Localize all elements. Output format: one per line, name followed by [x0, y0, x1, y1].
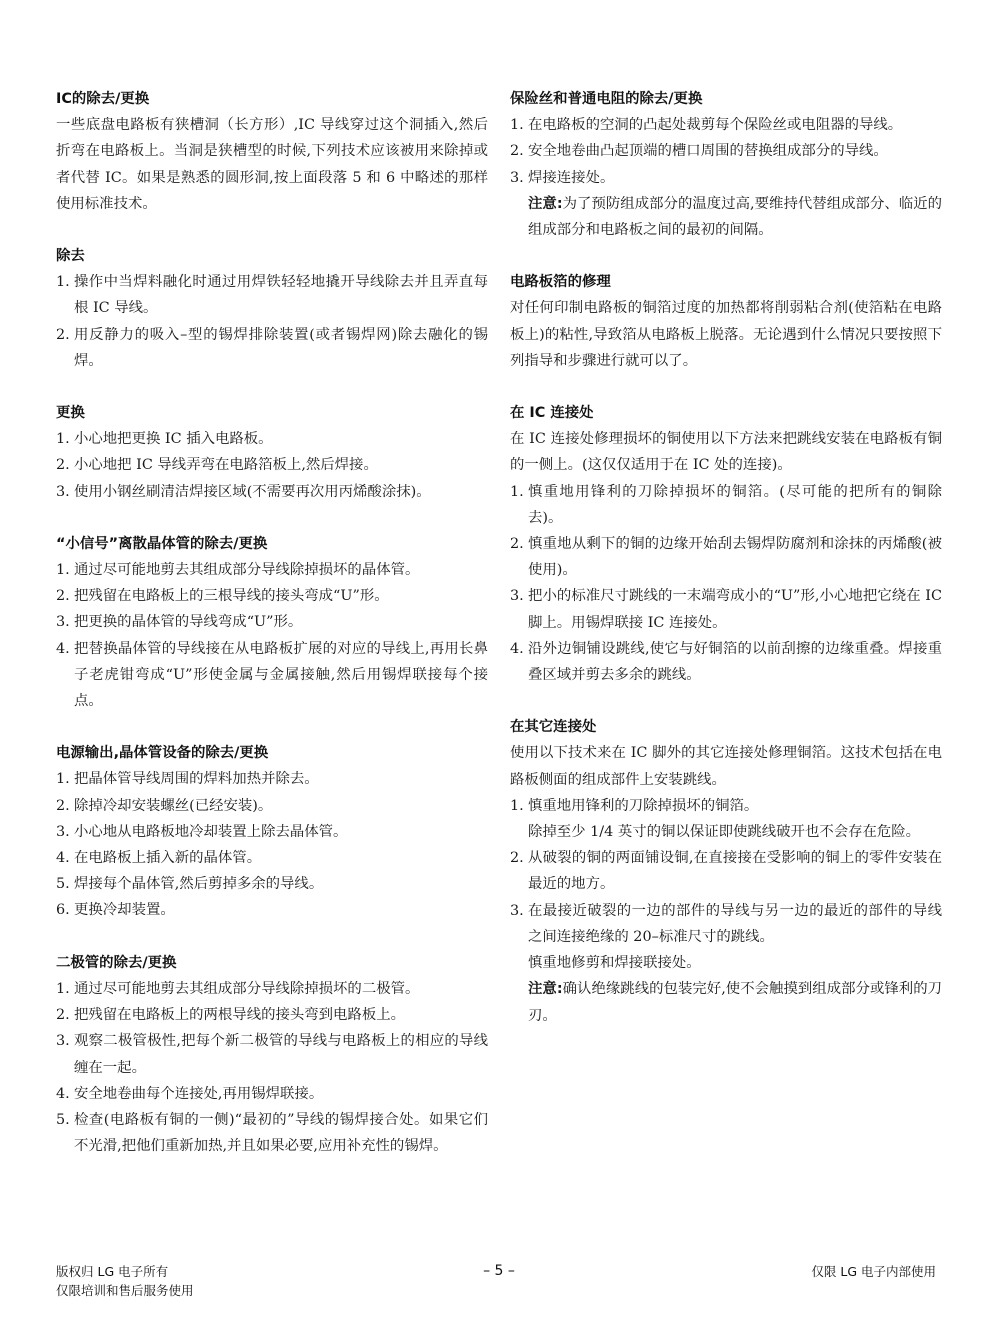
- item-number: 4.: [56, 640, 70, 657]
- item-number: 1.: [56, 431, 70, 448]
- item-text: 使用小钢丝刷清洁焊接区域(不需要再次用丙烯酸涂抹)。: [74, 483, 431, 500]
- list-item: [56, 557, 488, 583]
- note: [510, 976, 942, 1028]
- list-item: [56, 871, 488, 897]
- item-text: 操作中当焊料融化时通过用焊铁轻轻地撬开导线除去并且弄直每根 IC 导线。: [74, 274, 488, 317]
- item-number: 2.: [56, 326, 70, 343]
- item-number: 3.: [56, 483, 70, 500]
- item-number: 4.: [56, 1085, 70, 1102]
- list-item: [56, 1002, 488, 1028]
- list-item: [56, 1028, 488, 1080]
- item-text: 在电路板的空洞的凸起处裁剪每个保险丝或电阻器的导线。: [528, 117, 903, 134]
- item-text: 小心地把 IC 导线弄弯在电路箔板上,然后焊接。: [74, 457, 378, 474]
- list-item: [56, 1081, 488, 1107]
- section-ic-connection: [510, 400, 942, 688]
- item-text: 沿外边铜铺设跳线,使它与好铜箔的以前刮擦的边缘重叠。焊接重叠区域并剪去多余的跳线。: [528, 640, 942, 684]
- list-item: [56, 609, 488, 635]
- item-number: 3.: [56, 823, 70, 840]
- section-heading: 除去: [56, 248, 85, 265]
- list-item: [56, 269, 488, 321]
- list-item: [510, 636, 942, 688]
- item-number: 3.: [56, 1033, 70, 1050]
- section-heading: 在 IC 连接处: [510, 405, 594, 422]
- item-text: 用反静力的吸入–型的锡焊排除装置(或者锡焊网)除去融化的锡焊。: [74, 326, 488, 369]
- list-item: [510, 531, 942, 583]
- item-number: 2.: [510, 143, 524, 160]
- note-label: 注意:: [528, 195, 563, 212]
- note: [510, 191, 942, 243]
- item-text: 安全地卷曲凸起顶端的槽口周围的替换组成部分的导线。: [528, 143, 888, 160]
- item-number: 2.: [56, 797, 70, 814]
- item-text: 慎重地从剩下的铜的边缘开始刮去锡焊防腐剂和涂抹的丙烯酸(被使用)。: [528, 536, 942, 579]
- list-item: [510, 479, 942, 531]
- note-label: 注意:: [528, 981, 563, 998]
- step-list: [56, 976, 488, 1159]
- section-heading: 电源输出,晶体管设备的除去/更换: [56, 745, 269, 762]
- item-text: 把替换晶体管的导线接在从电路板扩展的对应的导线上,再用长鼻子老虎钳弯成“U”形使金属与金属接触,然后用锡焊联接每个接点。: [74, 640, 488, 710]
- list-item: [56, 426, 488, 452]
- list-item: [56, 793, 488, 819]
- list-item: [510, 793, 942, 819]
- section-paragraph: 对任何印制电路板的铜箔过度的加热都将削弱粘合剂(使箔粘在电路板上)的粘性,导致箔从电路板上脱落。无论遇到什么情况只要按照下列指导和步骤进行就可以了。: [510, 300, 942, 369]
- list-item: [56, 819, 488, 845]
- step-list: [56, 766, 488, 923]
- item-number: 2.: [56, 1007, 70, 1024]
- right-column: [510, 86, 942, 1055]
- item-text: 慎重地用锋利的刀除掉损坏的铜箔。(尽可能的把所有的铜除去)。: [528, 483, 942, 526]
- item-text: 把更换的晶体管的导线弯成“U”形。: [74, 614, 303, 631]
- item-subtext: 慎重地修剪和焊接联接处。: [528, 955, 701, 972]
- item-text: 检查(电路板有铜的一侧)“最初的”导线的锡焊接合处。如果它们不光滑,把他们重新加热,并且如果必要,应用补充性的锡焊。: [74, 1111, 488, 1155]
- left-column: [56, 86, 488, 1185]
- step-list: [510, 112, 942, 243]
- item-text: 从破裂的铜的两面铺设铜,在直接接在受影响的铜上的零件安装在最近的地方。: [528, 850, 942, 893]
- item-text: 焊接连接处。: [528, 169, 615, 186]
- section-heading: 在其它连接处: [510, 719, 597, 736]
- step-list: [510, 793, 942, 1029]
- list-item: [56, 636, 488, 715]
- item-text: 安全地卷曲每个连接处,再用锡焊联接。: [74, 1085, 324, 1102]
- section-foil-repair: [510, 269, 942, 374]
- item-number: 1.: [510, 483, 524, 500]
- step-list: [56, 269, 488, 374]
- section-diode: [56, 950, 488, 1160]
- list-item: [510, 112, 942, 138]
- item-text: 慎重地用锋利的刀除掉损坏的铜箔。: [528, 797, 759, 814]
- item-number: 3.: [510, 588, 524, 605]
- item-number: 1.: [510, 117, 524, 134]
- list-item: [510, 845, 942, 897]
- item-number: 3.: [56, 614, 70, 631]
- footer-copyright: 版权归 LG 电子所有: [56, 1264, 169, 1279]
- item-number: 4.: [510, 640, 524, 657]
- item-text: 把小的标准尺寸跳线的一末端弯成小的“U”形,小心地把它绕在 IC 脚上。用锡焊联接 IC 连接处。: [528, 588, 942, 631]
- item-number: 5.: [56, 876, 70, 893]
- step-list: [56, 557, 488, 714]
- list-item: [56, 452, 488, 478]
- section-paragraph: 一些底盘电路板有狭槽洞（长方形）,IC 导线穿过这个洞插入,然后折弯在电路板上。当洞是狭槽型的时候,下列技术应该被用来除掉或者代替 IC。如果是熟悉的圆形洞,按上面段落 5 和 6 中略述的那样使用标准技术。: [56, 117, 488, 212]
- section-paragraph: 在 IC 连接处修理损坏的铜使用以下方法来把跳线安装在电路板有铜的一侧上。(这仅仅适用于在 IC 处的连接)。: [510, 431, 942, 474]
- item-number: 4.: [56, 850, 70, 867]
- section-other-connection: [510, 714, 942, 1028]
- list-item: [56, 897, 488, 923]
- list-item: [510, 898, 942, 950]
- section-ic-replace: [56, 86, 488, 217]
- page-number: – 5 –: [483, 1263, 515, 1279]
- section-heading: 更换: [56, 405, 85, 422]
- list-item: [510, 583, 942, 635]
- list-item: [510, 165, 942, 191]
- list-item: [56, 845, 488, 871]
- list-item: [56, 976, 488, 1002]
- item-text: 更换冷却装置。: [74, 902, 175, 919]
- section-replacement: [56, 400, 488, 505]
- item-text: 除掉冷却安装螺丝(已经安装)。: [74, 797, 273, 814]
- list-item: [56, 479, 488, 505]
- item-number: 3.: [510, 169, 524, 186]
- section-heading: 电路板箔的修理: [510, 274, 611, 291]
- section-heading: IC的除去/更换: [56, 91, 150, 107]
- section-heading: 二极管的除去/更换: [56, 954, 177, 971]
- step-list: [510, 479, 942, 689]
- item-number: 1.: [56, 274, 70, 291]
- item-number: 6.: [56, 902, 70, 919]
- section-small-signal-transistor: [56, 531, 488, 714]
- note-text: 确认绝缘跳线的包装完好,使不会触摸到组成部分或锋利的刀刃。: [528, 981, 942, 1024]
- item-number: 1.: [56, 562, 70, 579]
- item-subtext: 除掉至少 1/4 英寸的铜以保证即使跳线破开也不会存在危险。: [528, 824, 921, 841]
- list-item: [56, 1107, 488, 1159]
- item-text: 在最接近破裂的一边的部件的导线与另一边的最近的部件的导线之间连接绝缘的 20–标准尺寸的跳线。: [528, 902, 942, 945]
- item-number: 2.: [56, 457, 70, 474]
- item-text: 在电路板上插入新的晶体管。: [74, 850, 262, 867]
- item-number: 1.: [56, 980, 70, 997]
- item-text: 把残留在电路板上的三根导线的接头弯成“U”形。: [74, 588, 389, 605]
- step-list: [56, 426, 488, 505]
- item-number: 2.: [510, 850, 524, 867]
- list-item: [56, 766, 488, 792]
- section-removal: [56, 243, 488, 374]
- section-heading: 保险丝和普通电阻的除去/更换: [510, 91, 703, 107]
- item-text: 小心地把更换 IC 插入电路板。: [74, 431, 273, 448]
- note-text: 为了预防组成部分的温度过高,要维持代替组成部分、临近的组成部分和电路板之间的最初的间隔。: [528, 195, 942, 239]
- item-text: 观察二极管极性,把每个新二极管的导线与电路板上的相应的导线缠在一起。: [74, 1033, 488, 1076]
- item-number: 3.: [510, 902, 524, 919]
- item-number: 2.: [510, 536, 524, 553]
- list-item: [56, 583, 488, 609]
- item-number: 1.: [56, 771, 70, 788]
- section-power-transistor: [56, 740, 488, 923]
- item-text: 小心地从电路板地冷却装置上除去晶体管。: [74, 823, 348, 840]
- item-text: 把残留在电路板上的两根导线的接头弯到电路板上。: [74, 1007, 405, 1024]
- list-item: [56, 322, 488, 374]
- list-item: [510, 138, 942, 164]
- section-paragraph: 使用以下技术来在 IC 脚外的其它连接处修理铜箔。这技术包括在电路板侧面的组成部件上安装跳线。: [510, 745, 942, 788]
- section-heading: “小信号”离散晶体管的除去/更换: [56, 535, 268, 552]
- item-text: 通过尽可能地剪去其组成部分导线除掉损坏的二极管。: [74, 980, 420, 997]
- item-text: 焊接每个晶体管,然后剪掉多余的导线。: [74, 876, 324, 893]
- item-number: 1.: [510, 797, 524, 814]
- footer-usage: 仅限培训和售后服务使用: [56, 1283, 194, 1298]
- item-text: 通过尽可能地剪去其组成部分导线除掉损坏的晶体管。: [74, 562, 420, 579]
- item-text: 把晶体管导线周围的焊料加热并除去。: [74, 771, 319, 788]
- item-number: 5.: [56, 1111, 70, 1128]
- section-fuse-resistor: [510, 86, 942, 243]
- footer-right: 仅限 LG 电子内部使用: [811, 1264, 936, 1279]
- item-number: 2.: [56, 588, 70, 605]
